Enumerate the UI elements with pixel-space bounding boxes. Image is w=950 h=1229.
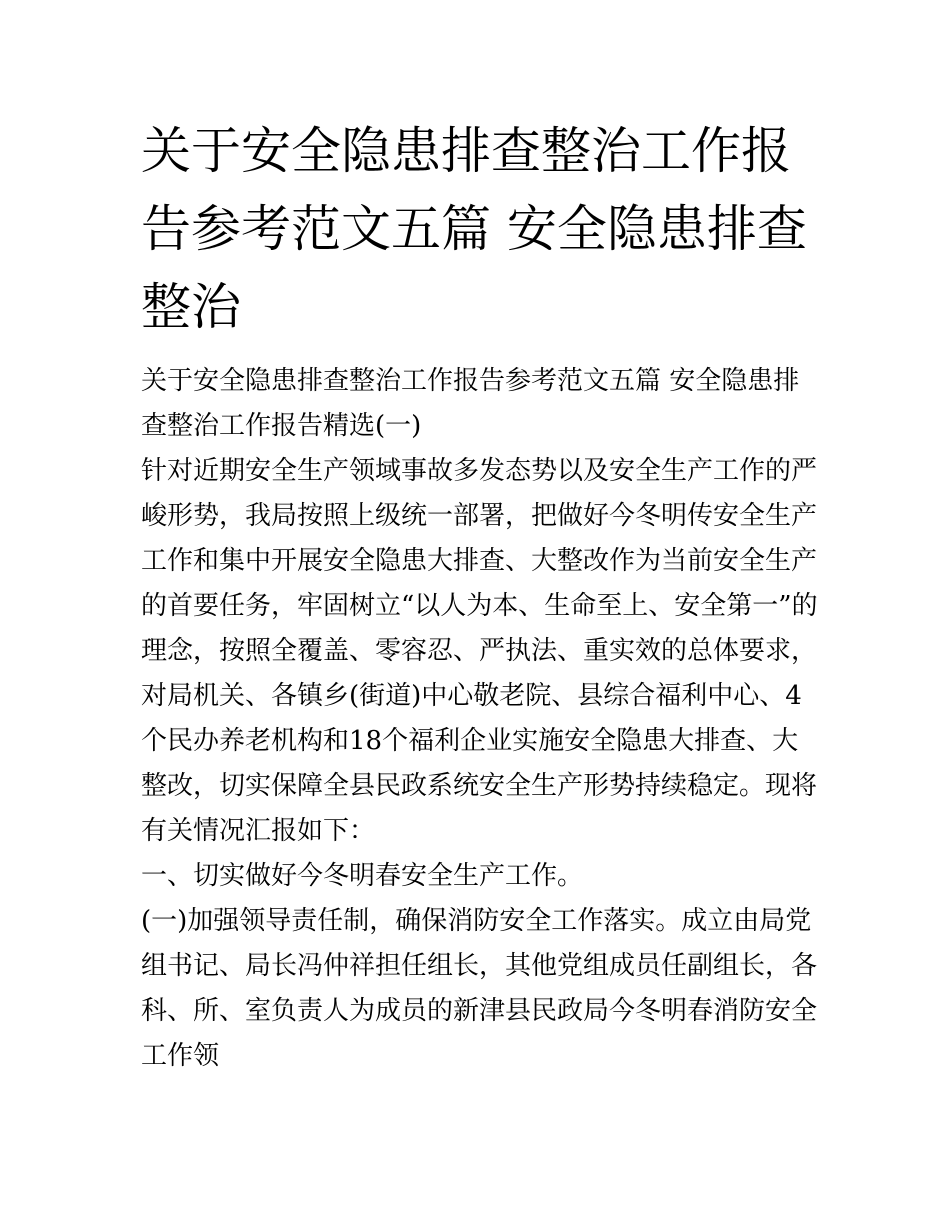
document-title: 关于安全隐患排查整治工作报告参考范文五篇 安全隐患排查整治 [141,122,807,336]
document-body [141,359,821,1079]
paragraph-subsection: (一)加强领导责任制，确保消防安全工作落实。成立由局党组书记、局长冯仲祥担任组长，其他党组成员任副组长，各科、所、室负责人为成员的新津县民政局今冬明春消防安全工作领 [141,906,818,1071]
paragraph-intro: 关于安全隐患排查整治工作报告参考范文五篇 安全隐患排查整治工作报告精选(一) [141,366,800,441]
section-heading: 一、切实做好今冬明春安全生产工作。 [141,861,584,891]
paragraph-main: 针对近期安全生产领域事故多发态势以及安全生产工作的严峻形势，我局按照上级统一部署，把做好今冬明传安全生产工作和集中开展安全隐患大排查、大整改作为当前安全生产的首要任务，牢固树立“以人为本、生命至上、安全第一”的理念，按照全覆盖、零容忍、严执法、重实效的总体要求，对局机关、各镇乡(街道)中心敬老院、县综合福利中心、4个民办养老机构和18个福利企业实施安全隐患大排查、大整改，切实保障全县民政系统安全生产形势持续稳定。现将有关情况汇报如下： [141,456,818,846]
